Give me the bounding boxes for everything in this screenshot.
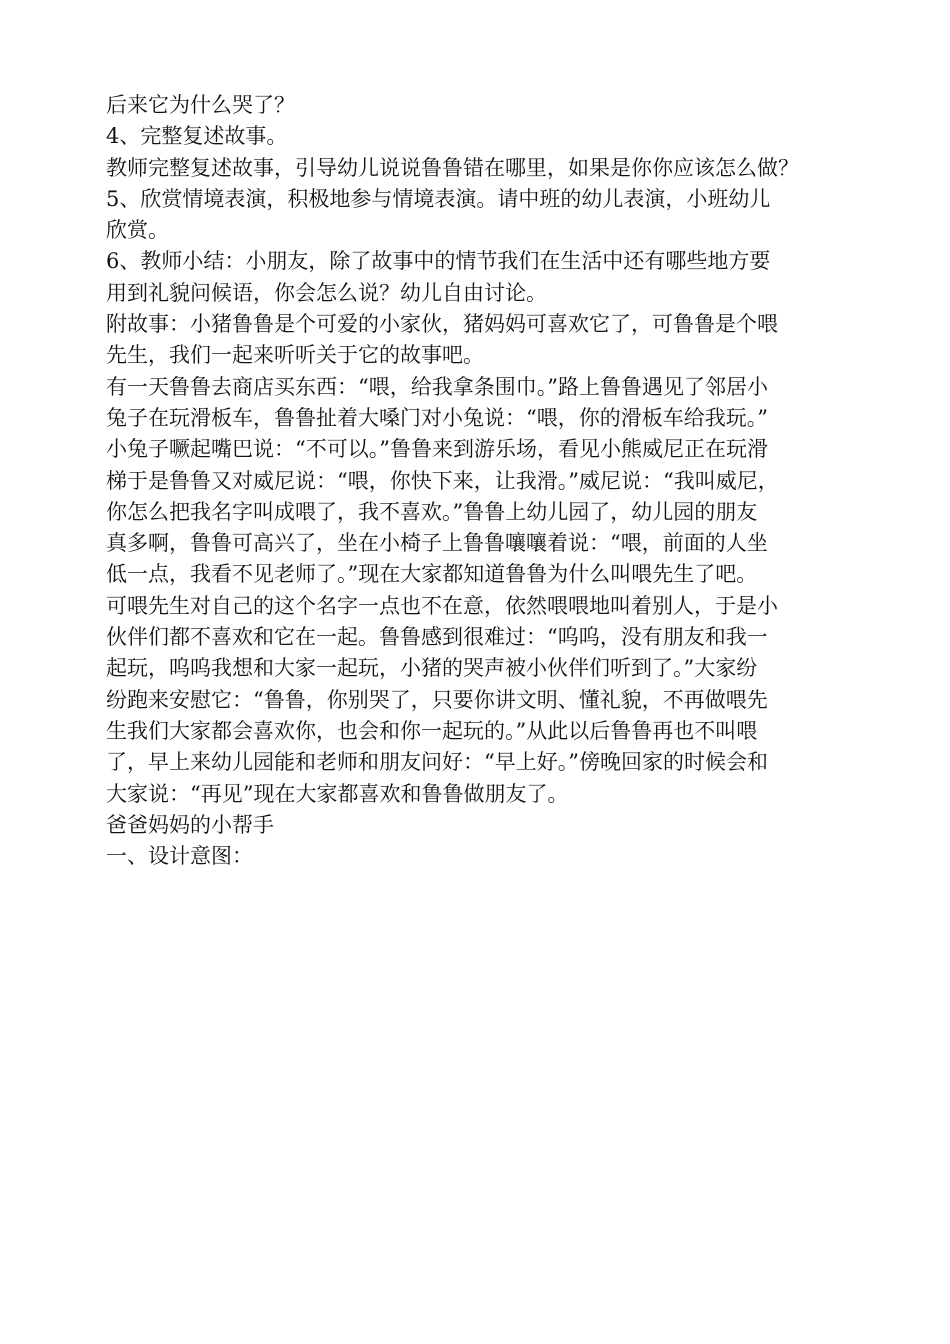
lesson-title: 爸爸妈妈的小帮手 [106,812,274,837]
story-paragraph-line: 生我们大家都会喜欢你，也会和你一起玩的。”从此以后鲁鲁再也不叫喂 [106,718,758,743]
story-paragraph-line: 可喂先生对自己的这个名字一点也不在意，依然喂喂地叫着别人，于是小 [106,593,778,618]
story-paragraph-line: 大家说：“再见”现在大家都喜欢和鲁鲁做朋友了。 [106,781,569,806]
story-paragraph-line: 起玩，呜呜我想和大家一起玩，小猪的哭声被小伙伴们听到了。”大家纷 [106,656,758,681]
story-paragraph-line: 纷跑来安慰它：“鲁鲁，你别哭了，只要你讲文明、懂礼貌，不再做喂先 [106,687,768,712]
text-line: 教师完整复述故事，引导幼儿说说鲁鲁错在哪里，如果是你你应该怎么做？ [106,155,799,180]
story-paragraph-line: 真多啊，鲁鲁可高兴了，坐在小椅子上鲁鲁嚷嚷着说：“喂，前面的人坐 [106,531,768,556]
story-paragraph-line: 了，早上来幼儿园能和老师和朋友问好：“早上好。”傍晚回家的时候会和 [106,750,768,775]
story-paragraph-line: 附故事：小猪鲁鲁是个可爱的小家伙，猪妈妈可喜欢它了，可鲁鲁是个喂 [106,312,778,337]
story-paragraph-line: 低一点，我看不见老师了。”现在大家都知道鲁鲁为什么叫喂先生了吧。 [106,562,758,587]
text-line: 后来它为什么哭了？ [106,93,295,117]
section-item-4: 4、完整复述故事。 [106,124,288,149]
story-paragraph-line: 梯于是鲁鲁又对威尼说：“喂，你快下来，让我滑。”威尼说：“我叫威尼， [106,468,779,493]
story-paragraph-line: 兔子在玩滑板车，鲁鲁扯着大嗓门对小兔说：“喂，你的滑板车给我玩。” [106,405,768,430]
text-line: 欣赏。 [106,218,169,243]
story-paragraph-line: 先生，我们一起来听听关于它的故事吧。 [106,343,484,368]
text-line: 用到礼貌问候语，你会怎么说？幼儿自由讨论。 [106,280,547,305]
story-paragraph-line: 小兔子噘起嘴巴说：“不可以。”鲁鲁来到游乐场，看见小熊威尼正在玩滑 [106,437,768,462]
story-paragraph-line: 你怎么把我名字叫成喂了，我不喜欢。”鲁鲁上幼儿园了，幼儿园的朋友 [106,499,758,524]
section-heading: 一、设计意图： [106,844,253,869]
section-item-6: 6、教师小结：小朋友，除了故事中的情节我们在生活中还有哪些地方要 [106,249,771,274]
story-paragraph-line: 伙伴们都不喜欢和它在一起。鲁鲁感到很难过：“呜呜，没有朋友和我一 [106,625,768,650]
document-body [106,90,896,872]
section-item-5: 5、欣赏情境表演，积极地参与情境表演。请中班的幼儿表演，小班幼儿 [106,186,771,211]
story-paragraph-line: 有一天鲁鲁去商店买东西：“喂，给我拿条围巾。”路上鲁鲁遇见了邻居小 [106,374,768,399]
